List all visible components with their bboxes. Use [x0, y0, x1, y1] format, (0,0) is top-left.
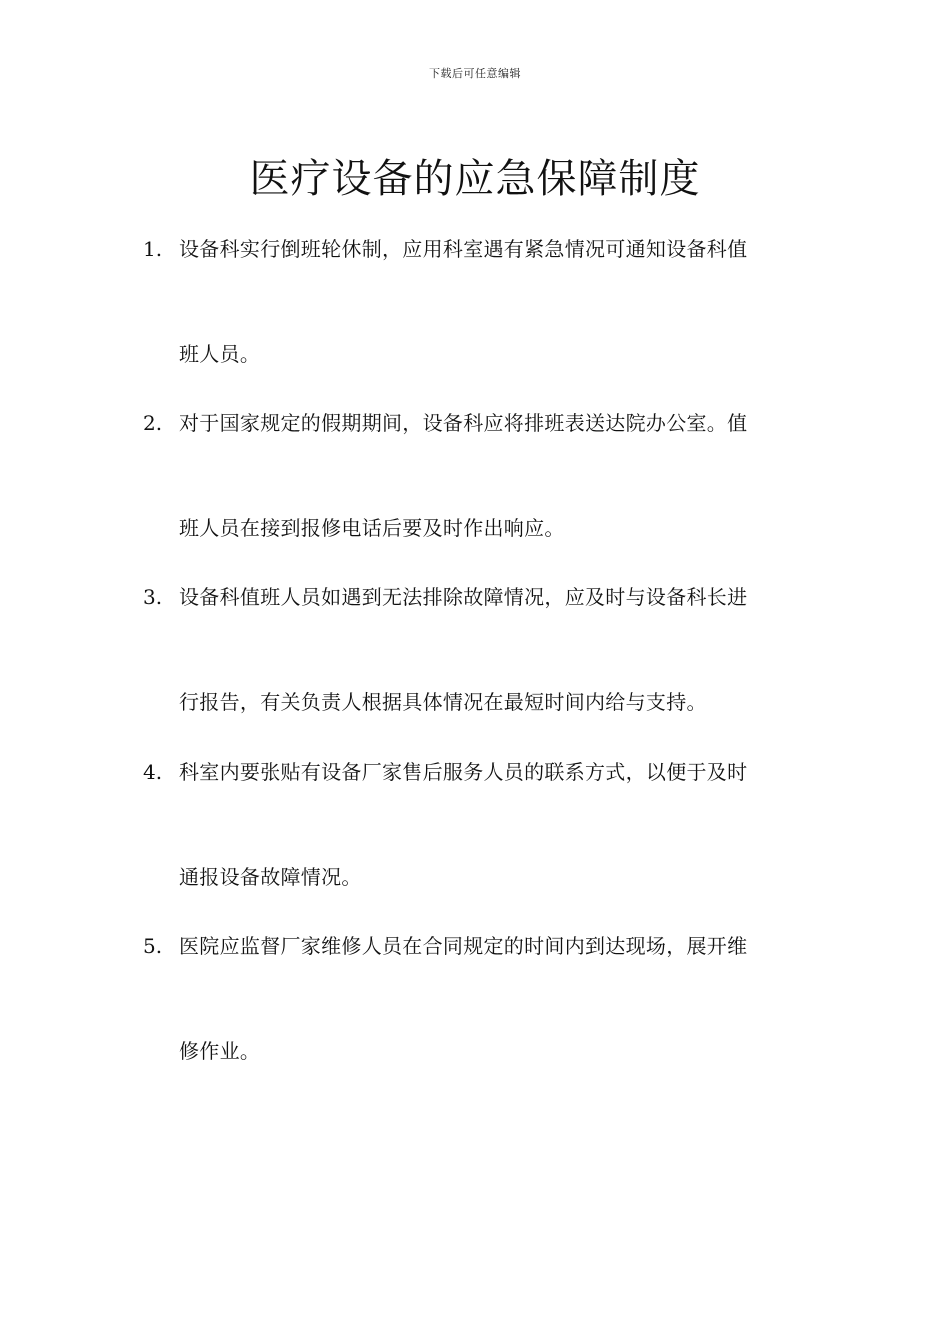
- item-text-line: 修作业。: [179, 1039, 261, 1063]
- item-text-line: 设备科实行倒班轮休制，应用科室遇有紧急情况可通知设备科值: [179, 237, 748, 261]
- item-text-line: 医院应监督厂家维修人员在合同规定的时间内到达现场，展开维: [179, 934, 748, 958]
- item-number: 2.: [143, 411, 163, 435]
- item-number: 1.: [143, 237, 163, 261]
- item-text-line: 班人员在接到报修电话后要及时作出响应。: [179, 516, 565, 540]
- item-number: 5.: [143, 934, 163, 958]
- item-text-line: 班人员。: [179, 342, 261, 366]
- item-text-line: 通报设备故障情况。: [179, 865, 362, 889]
- item-text-line: 对于国家规定的假期期间，设备科应将排班表送达院办公室。值: [179, 411, 748, 435]
- item-number: 4.: [143, 760, 163, 784]
- header-note: 下载后可任意编辑: [429, 67, 521, 80]
- item-text-line: 设备科值班人员如遇到无法排除故障情况，应及时与设备科长进: [179, 585, 748, 609]
- item-text-line: 行报告，有关负责人根据具体情况在最短时间内给与支持。: [179, 690, 707, 714]
- item-text-line: 科室内要张贴有设备厂家售后服务人员的联系方式，以便于及时: [179, 760, 748, 784]
- item-number: 3.: [143, 585, 163, 609]
- page-title: 医疗设备的应急保障制度: [249, 155, 701, 202]
